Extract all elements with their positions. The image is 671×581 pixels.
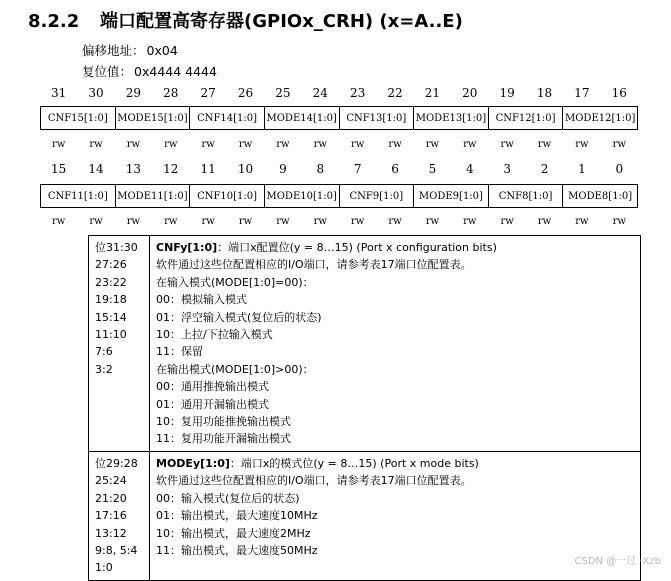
access-type: rw [537,139,552,150]
bit-number: 6 [391,162,399,176]
access-type: rw [126,139,141,150]
bit-number: 17 [574,86,590,100]
access-type: rw [89,216,103,227]
mode-field-name: MODEy[1:0] [156,456,230,470]
bit-range: 1:0 [95,561,113,575]
cnf-bit-positions [89,236,150,452]
access-type: rw [351,139,365,150]
register-field: CNF12[1:0] [489,107,564,129]
bit-number: 11 [200,162,216,176]
mode-row [89,451,641,580]
cnf-field-name: CNFy[1:0] [156,241,218,254]
section-number: 8.2.2 [28,11,80,32]
bit-number: 21 [424,86,441,100]
reset-value [82,62,217,80]
register-field: CNF9[1:0] [340,185,415,207]
access-type: rw [575,139,589,150]
register-field: MODE9[1:0] [414,185,489,207]
access-type: rw [238,139,253,150]
access-type: rw [463,139,477,150]
bit-number: 2 [540,162,549,176]
upper-access-row [40,139,638,150]
bit-number: 26 [237,86,254,100]
access-type: rw [612,216,626,227]
access-type: rw [313,216,327,227]
bit-number: 0 [615,162,624,176]
bit-number: 27 [200,86,216,100]
description-line: 软件通过这些位配置相应的I/O端口，请参考表17端口位配置表。 [156,474,472,488]
description-line: 在输入模式(MODE[1:0]=00)： [156,275,314,289]
description-line: 00：通用推挽输出模式 [156,380,269,394]
description-line: 11：输出模式，最大速度50MHz [156,543,318,557]
lower-register-row [40,184,638,208]
bit-number: 25 [275,86,291,100]
bit-number: 15 [51,162,67,176]
bit-range: 9:8, 5:4 [95,543,138,557]
mode-bit-positions [89,451,150,580]
bit-range: 3:2 [95,362,113,376]
access-type: rw [201,139,215,150]
offset-label: 偏移地址： [82,43,145,58]
bit-number: 13 [125,162,142,176]
register-field: MODE13[1:0] [414,107,489,129]
bit-description-table [88,235,641,581]
bit-number: 12 [163,162,179,176]
access-type: rw [89,139,103,150]
description-line: 11：保留 [156,345,203,359]
register-field: CNF11[1:0] [41,185,116,207]
cnf-description [150,236,641,452]
description-line: 10：复用功能推挽输出模式 [156,415,291,429]
bit-number: 16 [611,86,627,100]
bit-range: 15:14 [95,310,127,324]
access-type: rw [238,216,253,227]
bit-number: 18 [536,86,553,100]
description-line: 01：浮空输入模式(复位后的状态) [156,310,322,324]
section-heading [28,7,463,33]
cnf-field-title: ：端口x配置位(y = 8…15) (Port x configuration bits) [217,241,497,254]
description-line: 软件通过这些位配置相应的I/O端口，请参考表17端口位配置表。 [156,258,472,272]
access-type: rw [425,216,440,227]
access-type: rw [52,139,66,150]
register-field: MODE15[1:0] [116,107,191,129]
bit-number: 14 [88,162,104,176]
bit-number: 20 [462,86,478,100]
bit-number: 23 [350,86,366,100]
reset-value-text: 0x4444 4444 [134,64,217,79]
bit-number: 22 [387,86,403,100]
watermark: CSDN @一过 ·Xzb [574,556,661,567]
offset-value: 0x04 [146,43,178,58]
register-field: MODE10[1:0] [265,185,340,207]
bit-number: 24 [312,86,328,100]
access-type: rw [612,139,626,150]
bit-range: 位31:30 [95,241,138,254]
upper-register-row [40,106,638,130]
bit-number: 28 [163,86,179,100]
bit-number: 30 [88,86,104,100]
mode-field-title: ：端口x的模式位(y = 8…15) (Port x mode bits) [229,456,479,470]
bit-number: 8 [316,162,325,176]
bit-range: 11:10 [95,328,127,342]
description-line: 在输出模式(MODE[1:0]>00)： [156,362,314,376]
bit-range: 位29:28 [95,456,138,470]
register-field: CNF15[1:0] [41,107,116,129]
bit-number: 9 [279,162,287,176]
offset-address [82,41,178,59]
access-type: rw [313,139,327,150]
description-line: 01：通用开漏输出模式 [156,397,269,411]
upper-bit-numbers [40,86,638,100]
access-type: rw [575,216,589,227]
description-line: 10：输出模式，最大速度2MHz [156,526,311,540]
section-title: 端口配置高寄存器(GPIOx_CRH) (x=A..E) [100,11,463,32]
bit-number: 3 [503,162,511,176]
bit-number: 7 [353,162,362,176]
bit-number: 31 [51,86,67,100]
register-field: MODE8[1:0] [568,190,633,202]
access-type: rw [201,216,215,227]
bit-number: 19 [499,86,515,100]
register-field: MODE12[1:0] [564,112,636,124]
access-type: rw [500,139,514,150]
bit-range: 7:6 [95,345,113,359]
description-line: 00：输入模式(复位后的状态) [156,491,300,505]
reset-label: 复位值： [82,64,133,79]
description-line: 01：输出模式，最大速度10MHz [156,509,318,523]
description-line: 11：复用功能开漏输出模式 [156,432,291,446]
register-field: MODE14[1:0] [265,107,340,129]
access-type: rw [164,139,178,150]
bit-range: 25:24 [95,474,127,488]
access-type: rw [537,216,552,227]
access-type: rw [351,216,365,227]
description-line: 10：上拉/下拉输入模式 [156,328,273,342]
access-type: rw [276,216,290,227]
bit-range: 23:22 [95,275,127,289]
bit-range: 21:20 [95,491,127,505]
description-line: 00：模拟输入模式 [156,293,247,307]
bit-number: 10 [237,162,254,176]
bit-number: 29 [125,86,142,100]
register-field: MODE11[1:0] [116,185,191,207]
register-field: CNF10[1:0] [190,185,265,207]
bit-number: 5 [428,162,437,176]
cnf-row [89,236,641,452]
access-type: rw [126,216,141,227]
access-type: rw [164,216,178,227]
bit-range: 17:16 [95,509,127,523]
access-type: rw [276,139,290,150]
lower-access-row [40,216,638,227]
register-field: CNF8[1:0] [489,185,564,207]
bit-range: 27:26 [95,258,127,272]
access-type: rw [425,139,440,150]
access-type: rw [52,216,66,227]
bit-range: 13:12 [95,526,127,540]
mode-description [150,451,641,580]
access-type: rw [463,216,477,227]
register-field: CNF13[1:0] [340,107,415,129]
access-type: rw [388,216,402,227]
register-field: CNF14[1:0] [190,107,265,129]
bit-number: 4 [465,162,474,176]
access-type: rw [500,216,514,227]
access-type: rw [388,139,402,150]
bit-number: 1 [578,162,586,176]
lower-bit-numbers [40,162,638,176]
bit-range: 19:18 [95,293,127,307]
